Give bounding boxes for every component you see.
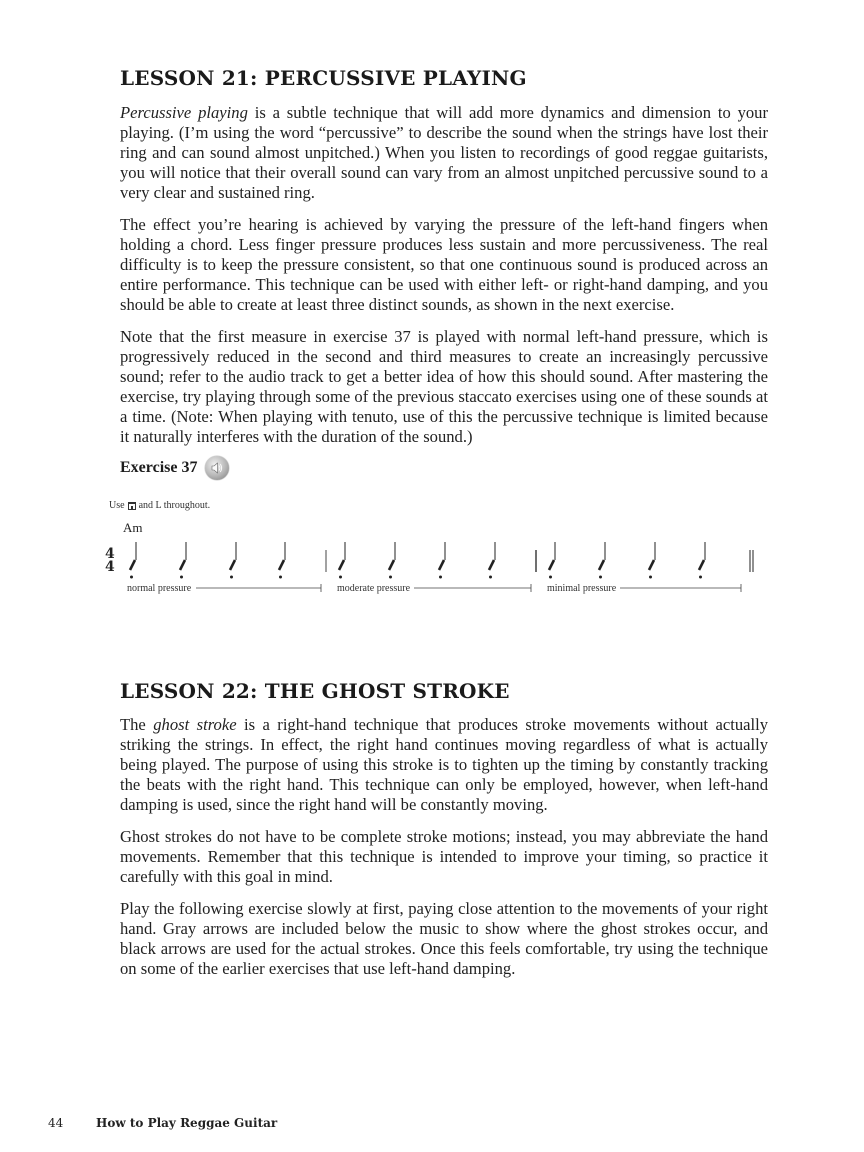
exercise-header [120,456,229,480]
term-ghost-stroke: ghost stroke [153,715,237,734]
lesson-22-paragraph-3: Play the following exercise slowly at first, paying close attention to the movements of your right hand. Gray arrows are included below the music to show where the ghost strokes occur, and black arrows are used for the actual strokes. Once this feels comfortable, try using the technique on some of the earlier exercises that use left-hand damping. [120,899,768,978]
lesson-21-paragraph-3: Note that the first measure in exercise 37 is played with normal left-hand pressure, which is progressively reduced in the second and third measures to create an increasingly percussive sound; refer to the audio track to get a better idea of how this should sound. After mastering the exercise, try playing through some of the previous staccato exercises using one of these sounds at a time. (Note: When playing with tenuto, use of this the percussive technique is limited because it naturally interferes with the duration of the sound.) [120,327,768,446]
page-number: 44 [48,1116,64,1130]
measure-1 [130,542,285,578]
instruction-suffix: and L throughout. [138,500,211,511]
measure-3-label: minimal pressure [547,583,617,594]
time-signature-bottom: 4 [105,559,115,575]
paragraph-text: is a subtle technique that will add more dynamics and dimension to your playing. (I’m using the word “percussive” to describe the sound when the strings have lost their ring and can sound almost unpitched.) When you listen to recordings of good reggae guitarists, you will notice that their overall sound can vary from an almost unpitched percussive sound to a very clear and sustained ring. [120,103,768,202]
measure-3 [549,542,705,578]
time-signature-top: 4 [105,546,115,562]
rhythm-notation [100,530,760,610]
exercise-label: Exercise 37 [120,459,198,476]
lesson-21-title: LESSON 21: PERCUSSIVE PLAYING [120,66,527,90]
chord-symbol: Am [123,520,143,535]
exercise-instruction [109,500,210,511]
measure-1-label: normal pressure [127,583,192,594]
instruction-prefix: Use [109,500,125,511]
damping-symbol-icon [128,502,136,510]
term-percussive-playing: Percussive playing [120,103,248,122]
paragraph-text: The [120,715,154,734]
measure-2-label: moderate pressure [337,583,411,594]
page-footer [48,1116,277,1130]
book-title: How to Play Reggae Guitar [96,1116,278,1130]
lesson-22-paragraph-1 [120,715,768,815]
lesson-22-paragraph-2: Ghost strokes do not have to be complete stroke motions; instead, you may abbreviate the hand movements. Remember that this technique is intended to improve your timing, so practice it carefully with this goal in mind. [120,827,768,886]
lesson-22-title: LESSON 22: THE GHOST STROKE [120,679,510,703]
speaker-icon[interactable] [205,456,229,480]
lesson-21-paragraph-2: The effect you’re hearing is achieved by varying the pressure of the left-hand fingers when holding a chord. Less finger pressure produces less sustain and more percussiveness. The real difficulty is to keep the pressure consistent, so that one continuous sound is produced across an entire performance. This technique can be used with either left- or right-hand damping, and you should be able to create at least three distinct sounds, as shown in the next exercise. [120,215,768,314]
measure-2 [339,542,495,578]
lesson-21-paragraph-1 [120,103,768,203]
paragraph-text: is a right-hand technique that produces stroke movements without actually striking the strings. In effect, the right hand continues moving regardless of what is actually being played. The purpose of using this stroke is to tighten up the timing by constantly tracking the beats with the right hand. This technique can only be employed, however, when left-hand damping is used, since the right hand will be constantly moving. [120,715,768,814]
